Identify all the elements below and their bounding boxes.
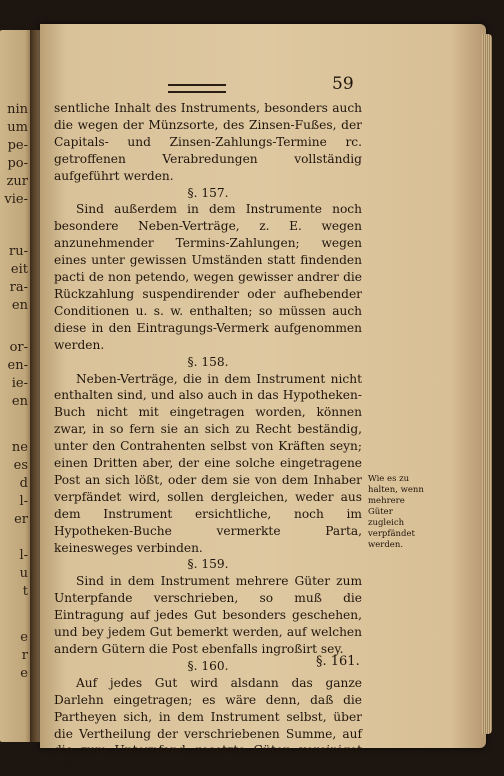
left-page-fragment: er [14, 512, 28, 527]
catchword: §. 161. [316, 654, 360, 669]
left-page-fragment: um [7, 120, 28, 135]
section-number: §. 159. [187, 557, 229, 572]
section-number: §. 158. [187, 354, 229, 369]
left-page-fragment: or- [9, 340, 28, 355]
paragraph: Neben-Verträge, die in dem Instrument nicht enthalten sind, und also auch in das Hypotheken-Buch nicht mit eingetragen worden, können zwar, in so fern sie an sich zu Recht beständig, unter den Contrahenten selbst von Kräften seyn; einen Dritten aber, der eine solche eingetragene Post an sich lößt, oder dem sie von dem Inhaber verpfändet wird, sollen dergleichen, weder aus dem Instrument ersichtliche, noch im Hypotheken-Buche vermerkte Parta, keinesweges verbinden. [54, 371, 362, 555]
left-page-fragment: eit [10, 262, 28, 277]
margin-note: Wie es zu halten, wenn mehrere Güter zugleich verpfändet werden. [368, 474, 424, 550]
left-page-fragment: en [11, 298, 28, 313]
left-page-fragment: t [22, 584, 28, 599]
section-number: §. 157. [187, 185, 229, 200]
left-page-fragment: es [13, 458, 28, 473]
page-stack-edge [482, 34, 492, 734]
left-page-fragment: zur [6, 174, 28, 189]
left-page-fragment: ra- [9, 280, 28, 295]
left-page-fragment: ne [11, 440, 28, 455]
paragraph: Sind in dem Instrument mehrere Güter zum Unterpfande verschrieben, so muß die Eintragung auf jedes Gut besonders geschehen, und bey jedem Gut bemerkt werden, auf welchen andern Gütern die Post ebenfalls ingroßirt sey. [54, 574, 362, 656]
left-page-fragment: d [19, 476, 28, 491]
paragraph: sentliche Inhalt des Instruments, besonders auch die wegen der Münzsorte, des Zinsen-Fußes, der Capitals- und Zinsen-Zahlungs-Termine rc. getroffenen Verabredungen vollständig aufgeführt werden. [54, 101, 362, 183]
section-number: §. 160. [187, 658, 229, 673]
left-page-fragment: l- [19, 548, 28, 563]
left-page-fragment: e [20, 666, 28, 681]
left-page-fragment: ie- [11, 376, 28, 391]
paragraph: Auf jedes Gut wird alsdann das ganze Darlehn eingetragen; es wäre denn, daß die Partheyen sich, in dem Instrument selbst, über die Vertheilung der verschriebenen Summe, auf die zum Unterpfand gesetzte Güter, vereiniget hätten. [54, 675, 362, 775]
left-page-fragment: en [11, 394, 28, 409]
left-page-fragment: u [19, 566, 28, 581]
left-page-fragment: en- [7, 358, 28, 373]
left-page-fragment: e [20, 630, 28, 645]
left-page-fragment: l- [19, 494, 28, 509]
left-page-fragment: pe- [7, 138, 28, 153]
left-page-fragment: nin [7, 102, 28, 117]
left-page-fragment: po- [7, 156, 28, 171]
left-page-fragment: r [21, 648, 28, 663]
left-page-fragment: ru- [9, 244, 28, 259]
paragraph: Sind außerdem in dem Instrumente noch besondere Neben-Verträge, z. E. wegen anzunehmender Termins-Zahlungen; wegen eines unter gewissen Umständen statt findenden pacti de non petendo, wegen gewisser andrer die Rückzahlung suspendirender oder aufhebender Conditionen u. s. w. enthalten; so müssen auch diese in den Eintragungs-Vermerk aufgenommen werden. [54, 202, 362, 352]
page-number: 59 [332, 74, 354, 94]
header-rule [168, 84, 226, 93]
left-page-fragment: vie- [4, 192, 28, 207]
body-text [54, 100, 362, 776]
